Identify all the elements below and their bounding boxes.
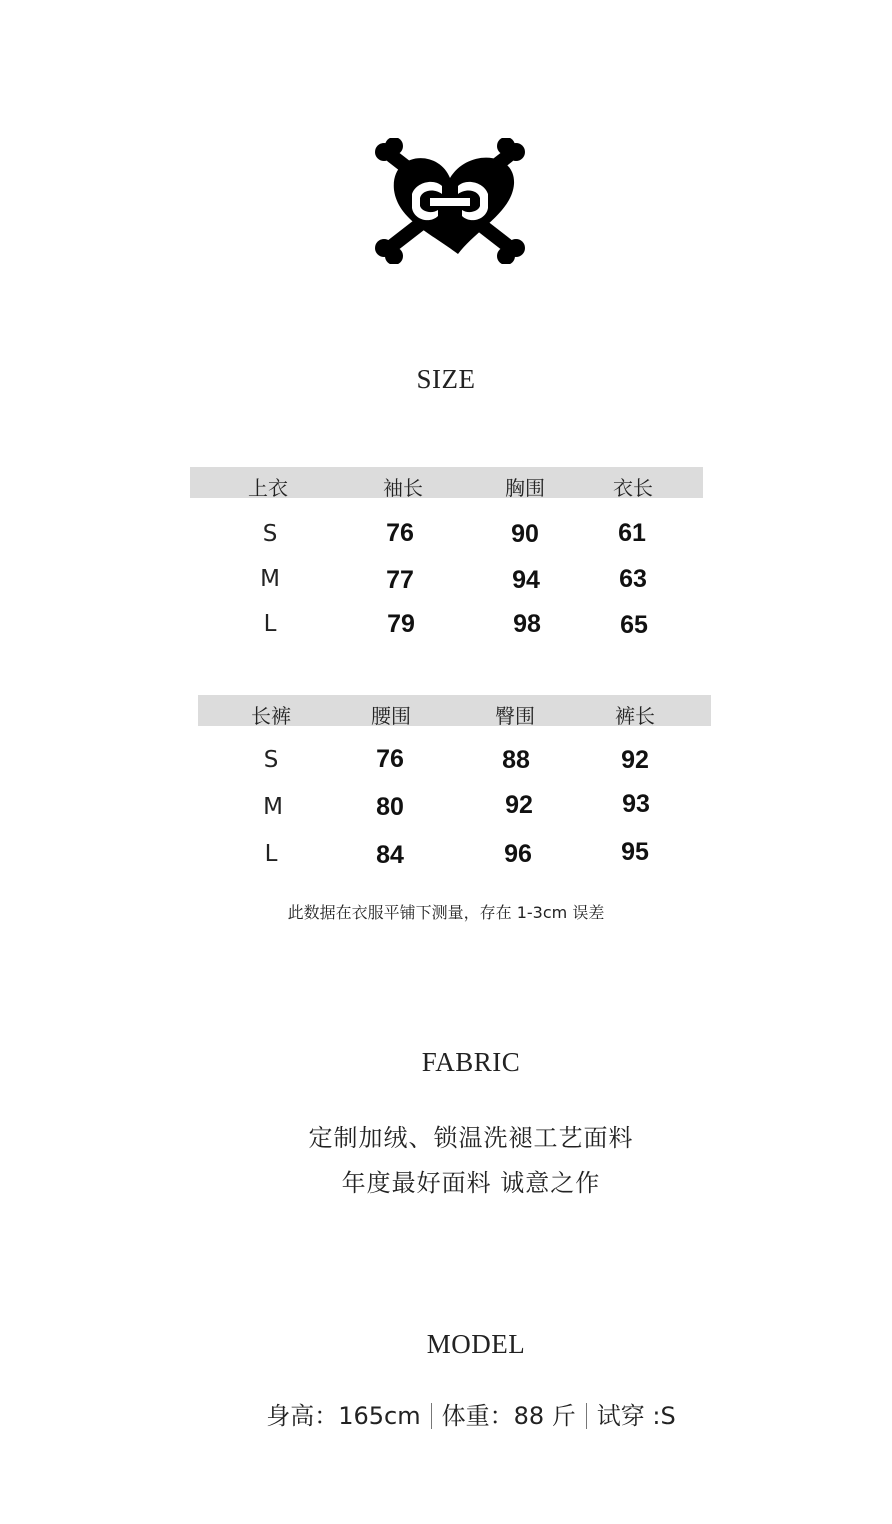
pants-l-hip: 96: [504, 840, 532, 868]
pants-header-length: 裤长: [615, 704, 655, 728]
tops-header-length: 衣长: [613, 476, 653, 500]
tops-s-length: 61: [618, 519, 646, 547]
model-heading: MODEL: [426, 1329, 526, 1359]
model-fit-size: 试穿 :S: [596, 1402, 676, 1430]
pants-m-length: 93: [622, 790, 650, 818]
tops-header-sleeve: 袖长: [383, 476, 423, 500]
pants-m-waist: 80: [376, 793, 404, 821]
model-weight: 体重：88 斤: [441, 1402, 576, 1430]
tops-s-sleeve: 76: [386, 519, 414, 547]
pants-l-length: 95: [621, 838, 649, 866]
measurement-note: 此数据在衣服平铺下测量，存在 1-3cm 误差: [287, 903, 605, 922]
pants-header-hip: 臀围: [495, 704, 535, 728]
pants-m-hip: 92: [505, 791, 533, 819]
tops-s-chest: 90: [511, 520, 539, 548]
pants-l-waist: 84: [376, 841, 404, 869]
tops-size-m: M: [260, 566, 280, 592]
tops-m-length: 63: [619, 565, 647, 593]
tops-header-category: 上衣: [248, 476, 288, 500]
tops-l-length: 65: [620, 611, 648, 639]
pants-s-length: 92: [621, 746, 649, 774]
tops-m-chest: 94: [512, 566, 540, 594]
tops-size-table: [190, 467, 703, 647]
tops-l-sleeve: 79: [387, 610, 415, 638]
tops-header-chest: 胸围: [505, 476, 545, 500]
pants-header-category: 长裤: [251, 704, 291, 728]
fabric-line-1: 定制加绒、锁温洗褪工艺面料: [308, 1124, 634, 1152]
tops-size-s: S: [262, 521, 278, 547]
pants-header-waist: 腰围: [371, 704, 411, 728]
separator: [586, 1403, 587, 1429]
pants-s-hip: 88: [502, 746, 530, 774]
pants-size-l: L: [264, 841, 278, 867]
pants-size-s: S: [263, 747, 279, 773]
pants-size-table: [198, 695, 711, 875]
tops-l-chest: 98: [513, 610, 541, 638]
size-heading: SIZE: [416, 364, 476, 394]
pants-s-waist: 76: [376, 745, 404, 773]
model-height: 身高：165cm: [266, 1402, 421, 1430]
fabric-heading: FABRIC: [421, 1047, 521, 1077]
heart-skull-crossbones-icon: [372, 138, 528, 264]
tops-m-sleeve: 77: [386, 566, 414, 594]
pants-size-m: M: [263, 794, 283, 820]
tops-size-l: L: [263, 611, 277, 637]
model-info: [25, 1396, 892, 1431]
fabric-line-2: 年度最好面料 诚意之作: [341, 1169, 601, 1197]
separator: [431, 1403, 432, 1429]
